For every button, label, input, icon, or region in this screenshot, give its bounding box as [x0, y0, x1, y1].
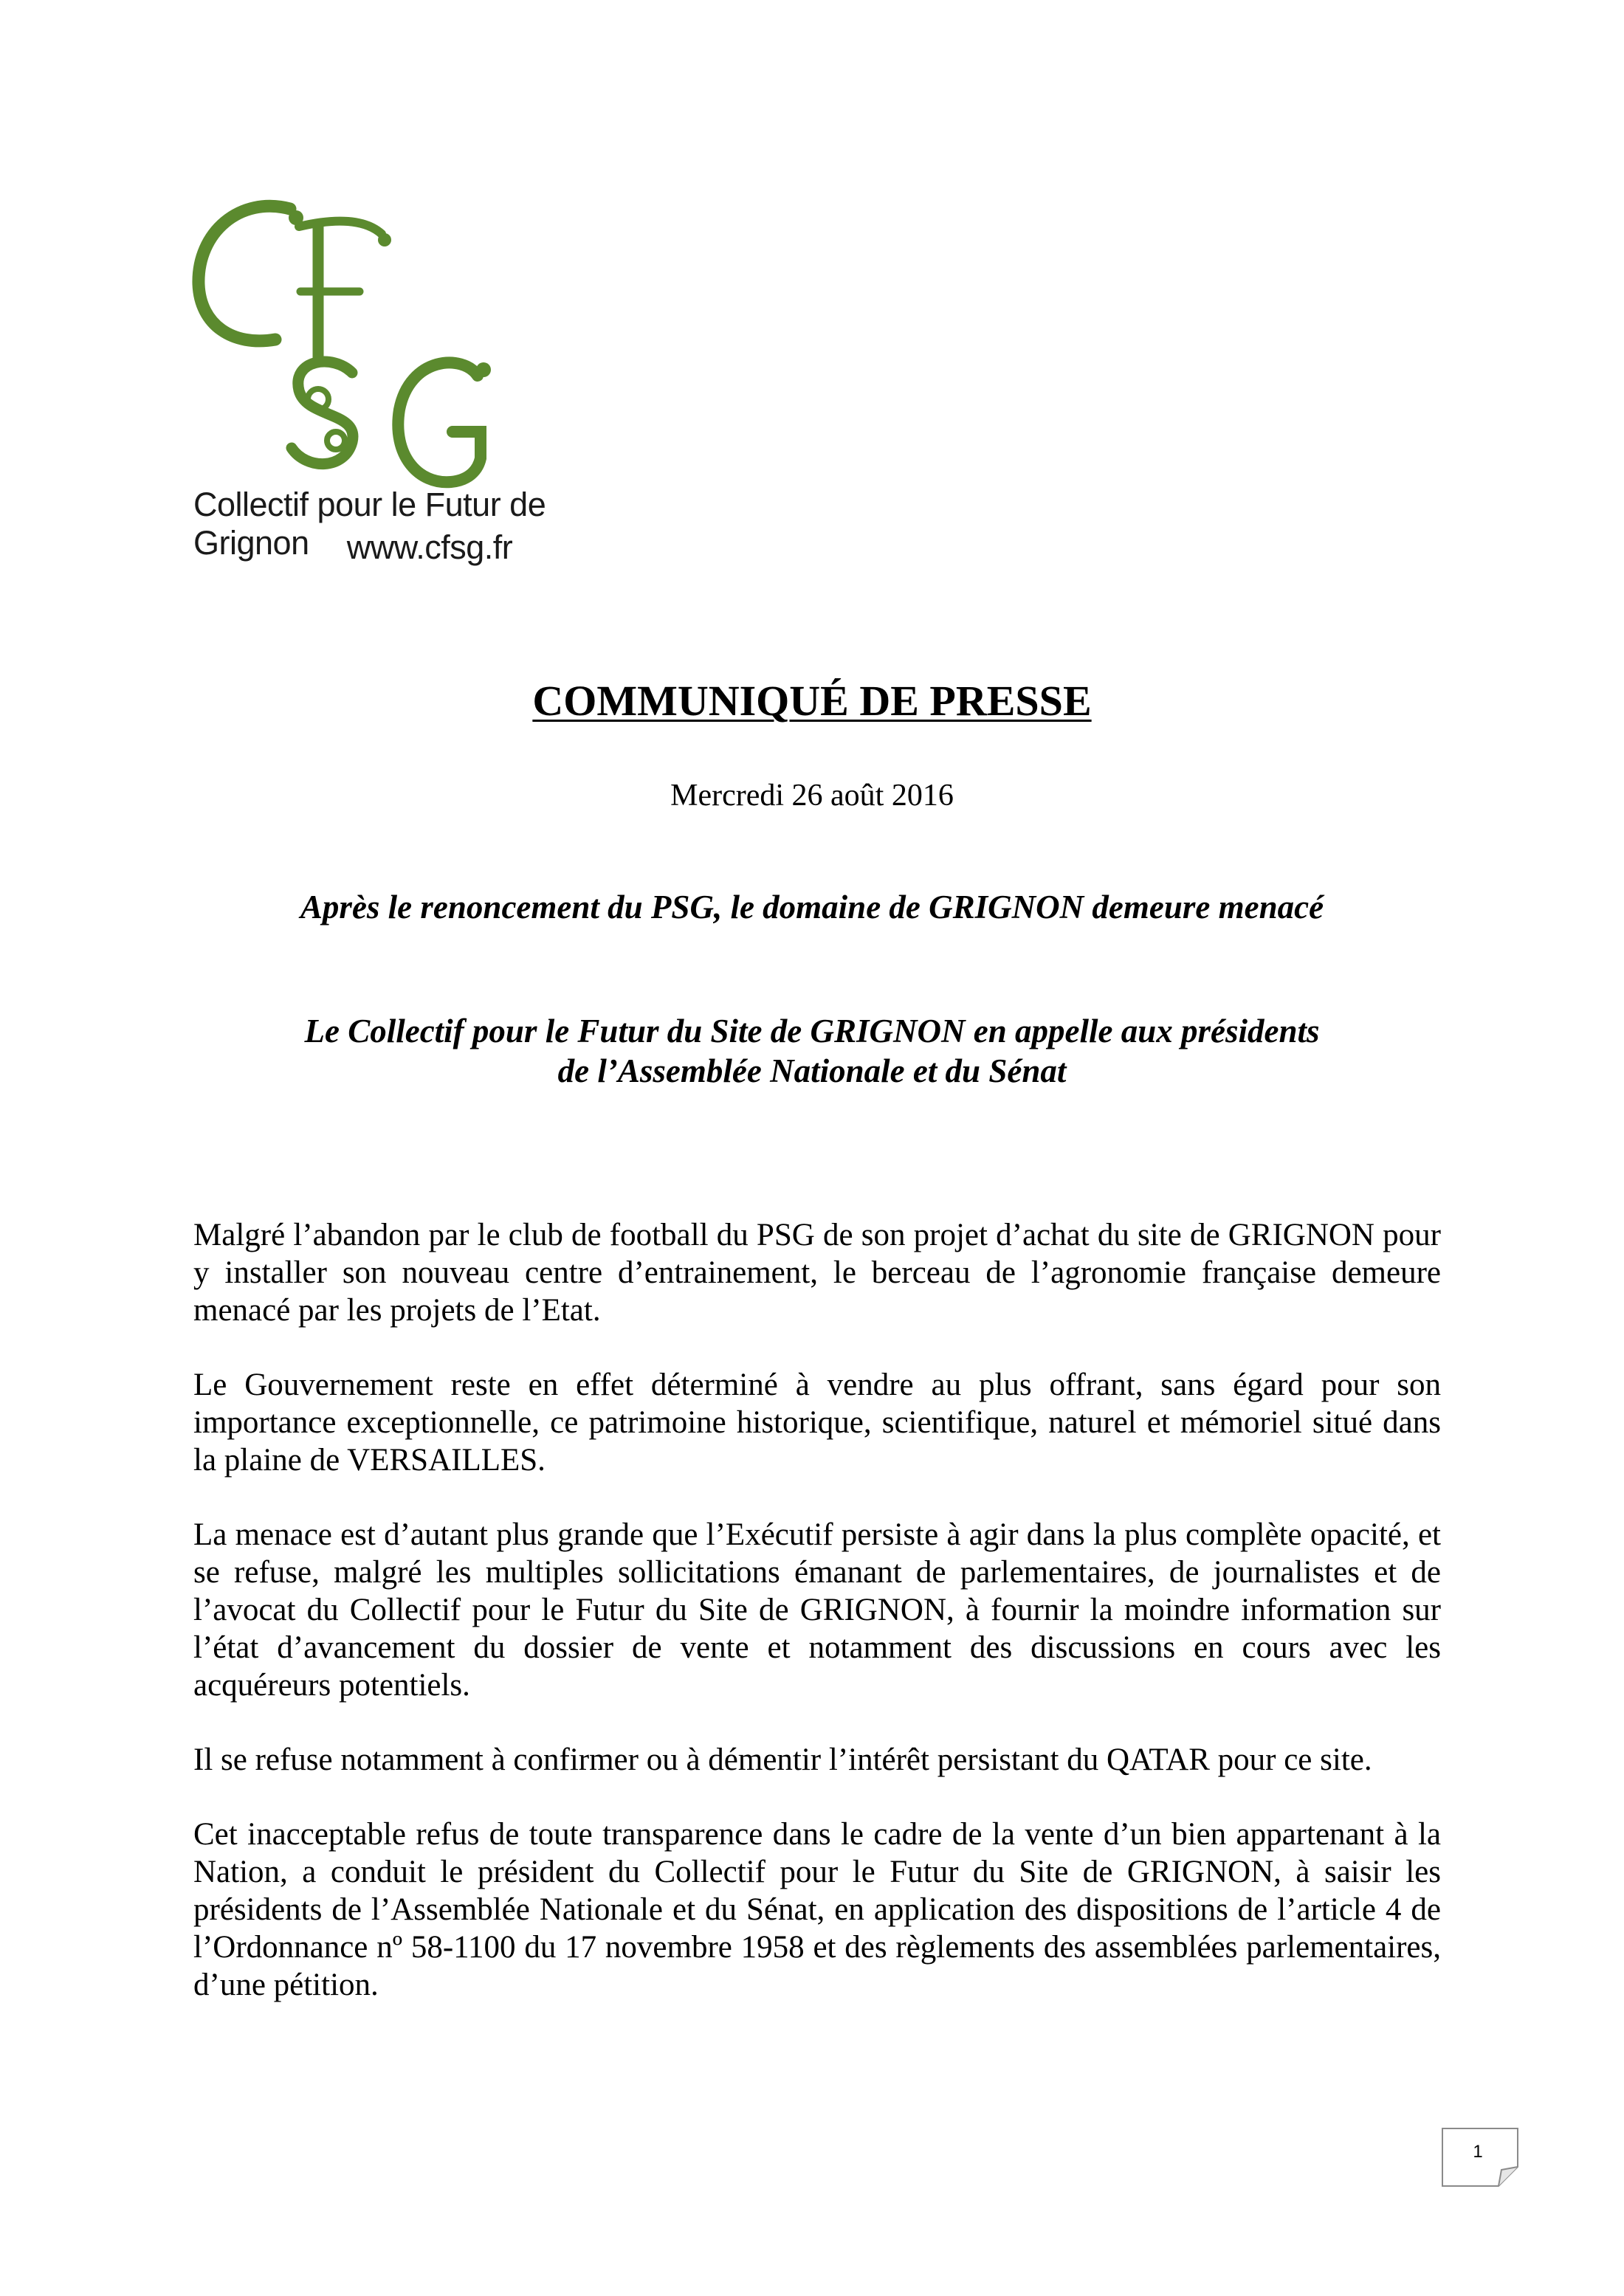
cfsg-monogram-icon: [188, 188, 513, 498]
document-title: [0, 675, 1624, 727]
document-title-text: COMMUNIQUÉ DE PRESSE: [532, 677, 1092, 725]
paragraph: Il se refuse notamment à confirmer ou à démentir l’intérêt persistant du QATAR pour ce site.: [193, 1742, 1372, 1777]
body-text: [193, 1216, 1441, 2041]
cfsg-logo: [188, 188, 513, 498]
page-number: 1: [1473, 2142, 1483, 2162]
organization-website: www.cfsg.fr: [346, 528, 513, 566]
organization-name: Collectif pour le Futur de Grignon: [193, 486, 546, 562]
publication-date: Mercredi 26 août 2016: [670, 779, 954, 813]
headline-secondary-line-2: de l’Assemblée Nationale et du Sénat: [557, 1052, 1067, 1089]
paragraph: Le Gouvernement reste en effet déterminé à vendre au plus offrant, sans égard pour son importance exceptionnelle, ce patrimoine historique, scientifique, naturel et mémoriel situé dans la plaine de VERSAILLES.: [193, 1368, 1441, 1478]
headline-secondary-line-1: Le Collectif pour le Futur du Site de GRIGNON en appelle aux présidents: [304, 1013, 1320, 1049]
headline-primary: Après le renoncement du PSG, le domaine de GRIGNON demeure menacé: [300, 889, 1324, 925]
paragraph: Malgré l’abandon par le club de football du PSG de son projet d’achat du site de GRIGNON pour y installer son nouveau centre d’entrainement, le berceau de l’agronomie française demeure menacé par les projets de l’Etat.: [193, 1218, 1441, 1328]
paragraph: La menace est d’autant plus grande que l’Exécutif persiste à agir dans la plus complète opacité, et se refuse, malgré les multiples sollicitations émanant de parlementaires, de journalistes et de l’avocat du Collectif pour le Futur du Site de GRIGNON, à fournir la moindre information sur l’état d’avancement du dossier de vente et notamment des discussions en cours avec les acquéreurs potentiels.: [193, 1517, 1441, 1703]
page-number-box: [1441, 2127, 1521, 2188]
headline-secondary: [148, 1011, 1476, 1091]
paragraph: Cet inacceptable refus de toute transparence dans le cadre de la vente d’un bien appartenant à la Nation, a conduit le président du Collectif pour le Futur du Site de GRIGNON, à saisir les présidents de l’Assemblée Nationale et du Sénat, en application des dispositions de l’article 4 de l’Ordonnance nº 58-1100 du 17 novembre 1958 et des règlements des assemblées parlementaires, d’une pétition.: [193, 1817, 1441, 2002]
